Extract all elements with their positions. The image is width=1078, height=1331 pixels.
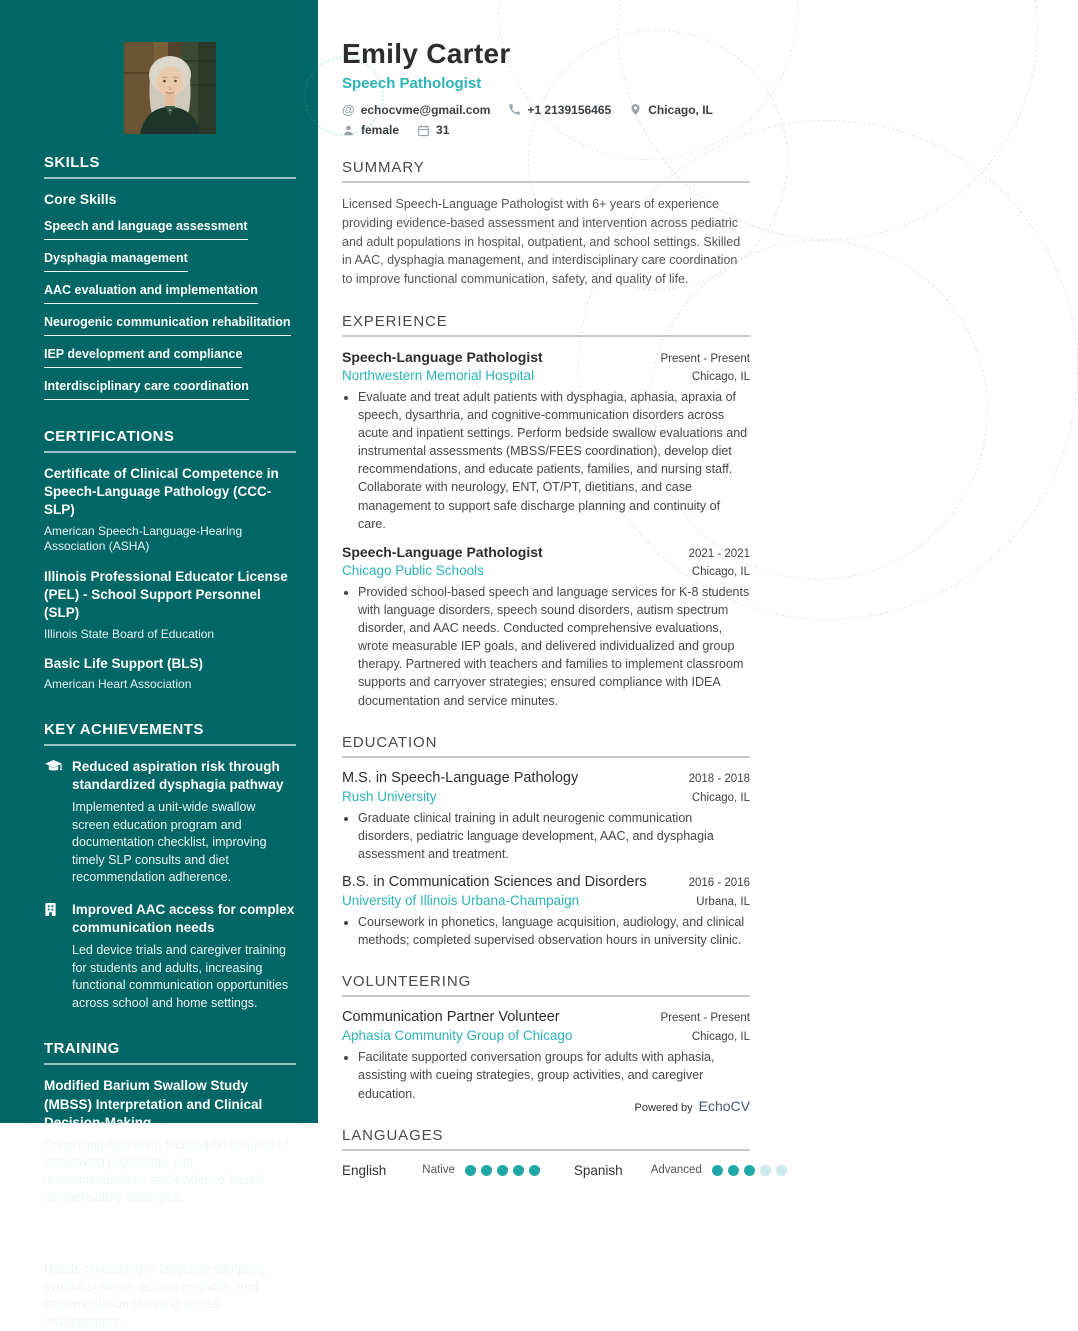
certification-title: Certificate of Clinical Competence in Speech-Language Pathology (CCC-SLP) [44, 466, 279, 518]
achievement-title: Improved AAC access for complex communication needs [72, 901, 295, 936]
contact-location [629, 102, 713, 117]
entry-bullet: • Provided school-based speech and language services for K-8 students with language disorders, speech sound disorders, autism spectrum disorder, and AAC needs. Conducted comprehensive evaluations, wrote measurable IEP goals, and delivered individualized and group therapy. Partnered with teachers and families to implement classroom supports and carryover strategies; ensured compliance with IDEA documentation and service minutes. [358, 583, 750, 710]
language-name: English [342, 1162, 387, 1178]
training-title: Modified Barium Swallow Study (MBSS) Interpretation and Clinical Decision-Making [44, 1078, 263, 1130]
age-value: 31 [436, 123, 450, 137]
achievement-item [44, 758, 296, 887]
language-proficiency-dots [465, 1165, 540, 1176]
skill-item: Neurogenic communication rehabilitation [44, 315, 291, 336]
school-name: Rush University [342, 788, 437, 804]
entry-bullet: • Coursework in phonetics, language acquisition, audiology, and clinical methods; completed supervised observation hours in university clinic. [358, 913, 750, 949]
location-value: Chicago, IL [648, 102, 713, 117]
languages-row [342, 1163, 750, 1178]
resume-header [342, 38, 750, 137]
degree-title: M.S. in Speech-Language Pathology [342, 769, 579, 786]
echocv-brand-link[interactable]: EchoCV [698, 1098, 750, 1114]
education-entry [342, 874, 750, 949]
skills-heading: SKILLS [44, 154, 296, 179]
achievement-description: Led device trials and caregiver training for students and adults, increasing functional communication opportunities across school and home settings. [72, 943, 289, 1010]
contact-age [417, 123, 449, 137]
volunteering-entry [342, 1009, 750, 1102]
summary-section [342, 159, 750, 289]
sidebar [0, 0, 318, 1329]
achievements-heading: KEY ACHIEVEMENTS [44, 721, 296, 746]
powered-by-label: Powered by [634, 1102, 693, 1114]
entry-date: Present - Present [660, 1012, 750, 1025]
achievements-section [44, 721, 296, 1012]
education-section [342, 734, 750, 950]
job-title: Speech Pathologist [342, 75, 482, 92]
entry-company: Chicago Public Schools [342, 562, 484, 578]
entry-title: Speech-Language Pathologist [342, 348, 543, 365]
entry-title: Communication Partner Volunteer [342, 1009, 560, 1026]
certification-issuer: American Heart Association [44, 677, 192, 692]
graduation-cap-icon [44, 758, 64, 779]
achievement-description: Implemented a unit-wide swallow screen education program and documentation checklist, improving timely SLP consults and diet recommendation adherence. [72, 800, 267, 885]
language-level: Advanced [650, 1164, 702, 1177]
experience-entry [342, 544, 750, 710]
training-description: Continuing education focused on analysis of swallowing physiology, diet recommendations, and evidence-based compensatory strategies. [44, 1137, 289, 1205]
contact-gender [342, 123, 399, 137]
entry-location: Chicago, IL [691, 791, 750, 804]
certification-item [44, 465, 296, 555]
certification-item [44, 568, 296, 642]
skill-item: IEP development and compliance [44, 347, 242, 368]
contact-phone [508, 102, 611, 117]
entry-title: Speech-Language Pathologist [342, 543, 543, 560]
summary-heading: SUMMARY [342, 159, 750, 183]
skill-item: Interdisciplinary care coordination [44, 379, 249, 400]
portrait-illustration [124, 42, 216, 134]
phone-value: +1 2139156465 [527, 102, 612, 117]
experience-section [342, 313, 750, 710]
skill-item: AAC evaluation and implementation [44, 283, 258, 304]
training-section [44, 1040, 296, 1331]
gender-value: female [361, 123, 400, 137]
volunteering-section [342, 973, 750, 1102]
at-icon: @ [342, 102, 355, 117]
entry-location: Chicago, IL [691, 1031, 750, 1044]
certification-title: Basic Life Support (BLS) [44, 656, 204, 672]
contact-row [342, 102, 750, 137]
language-level: Native [422, 1164, 455, 1177]
training-title: AAC Assessment and Feature Matching [44, 1220, 237, 1255]
entry-bullet: • Graduate clinical training in adult neurogenic communication disorders, pediatric language development, AAC, and dysphagia assessment and treatment. [358, 809, 750, 863]
phone-icon [508, 103, 521, 116]
skills-section [44, 154, 296, 400]
person-name: Emily Carter [342, 38, 511, 69]
skill-item: Speech and language assessment [44, 219, 248, 240]
entry-date: 2018 - 2018 [688, 772, 750, 785]
language-proficiency-dots [712, 1165, 787, 1176]
entry-location: Chicago, IL [691, 565, 750, 578]
achievement-title: Reduced aspiration risk through standardized dysphagia pathway [72, 758, 284, 793]
main-column [318, 0, 794, 1178]
entry-date: 2021 - 2021 [688, 547, 750, 560]
location-pin-icon [629, 103, 642, 116]
school-name: University of Illinois Urbana-Champaign [342, 893, 580, 908]
languages-section [342, 1127, 750, 1178]
entry-date: 2016 - 2016 [688, 877, 750, 889]
volunteering-heading: VOLUNTEERING [342, 973, 750, 997]
certification-issuer: Illinois State Board of Education [44, 626, 215, 641]
training-heading: TRAINING [44, 1040, 296, 1065]
achievement-item [44, 901, 296, 1012]
training-item [44, 1220, 296, 1331]
entry-company: Northwestern Memorial Hospital [342, 367, 535, 383]
summary-text: Licensed Speech-Language Pathologist with 6+ years of experience providing evidence-based assessment and intervention across pediatric and adult populations in hospital, outpatient, and school settings. Skilled in AAC, dysphagia management, and interdisciplinary care coordination to improve functional communication, safety, and quality of life. [342, 197, 741, 286]
degree-title: B.S. in Communication Sciences and Disorders [342, 874, 647, 890]
skills-group-title: Core Skills [44, 191, 117, 207]
experience-entry [342, 349, 750, 533]
certification-issuer: American Speech-Language-Hearing Association (ASHA) [44, 523, 243, 554]
person-icon [342, 124, 355, 137]
training-item [44, 1077, 296, 1207]
entry-location: Chicago, IL [691, 370, 750, 383]
certification-title: Illinois Professional Educator License (PEL) - School Support Personnel (SLP) [44, 568, 288, 621]
contact-email [342, 102, 490, 117]
powered-by-footer [635, 1098, 750, 1114]
language-item [342, 1163, 540, 1178]
training-description: Hands-on training in language sampling, symbol systems, access methods, and implementation planning across environments. [44, 1262, 268, 1329]
calendar-icon [417, 124, 430, 137]
experience-heading: EXPERIENCE [342, 313, 750, 337]
language-name: Spanish [573, 1162, 623, 1178]
building-icon [44, 901, 64, 922]
language-item [574, 1163, 787, 1178]
entry-bullet: • Facilitate supported conversation groups for adults with aphasia, assisting with cueing strategies, group activities, and caregiver education. [358, 1048, 750, 1102]
education-heading: EDUCATION [342, 734, 750, 758]
organization-name: Aphasia Community Group of Chicago [342, 1028, 573, 1044]
certifications-heading: CERTIFICATIONS [44, 428, 296, 453]
certification-item [44, 655, 296, 693]
email-value: echocvme@gmail.com [360, 102, 491, 117]
profile-photo [124, 42, 216, 134]
entry-date: Present - Present [660, 352, 750, 365]
languages-heading: LANGUAGES [342, 1127, 750, 1151]
entry-bullet: • Evaluate and treat adult patients with dysphagia, aphasia, apraxia of speech, dysarthria, and cognitive-communication disorders across acute and inpatient settings. Perform bedside swallow evaluations and instrumental assessments (MBSS/FEES coordination), develop diet recommendations, and educate patients, families, and nursing staff. Collaborate with neurology, ENT, OT/PT, dietitians, and case management to support safe discharge planning and continuity of care. [358, 388, 750, 533]
certifications-section [44, 428, 296, 693]
skill-item: Dysphagia management [44, 251, 188, 272]
entry-location: Urbana, IL [696, 896, 750, 908]
education-entry [342, 770, 750, 863]
